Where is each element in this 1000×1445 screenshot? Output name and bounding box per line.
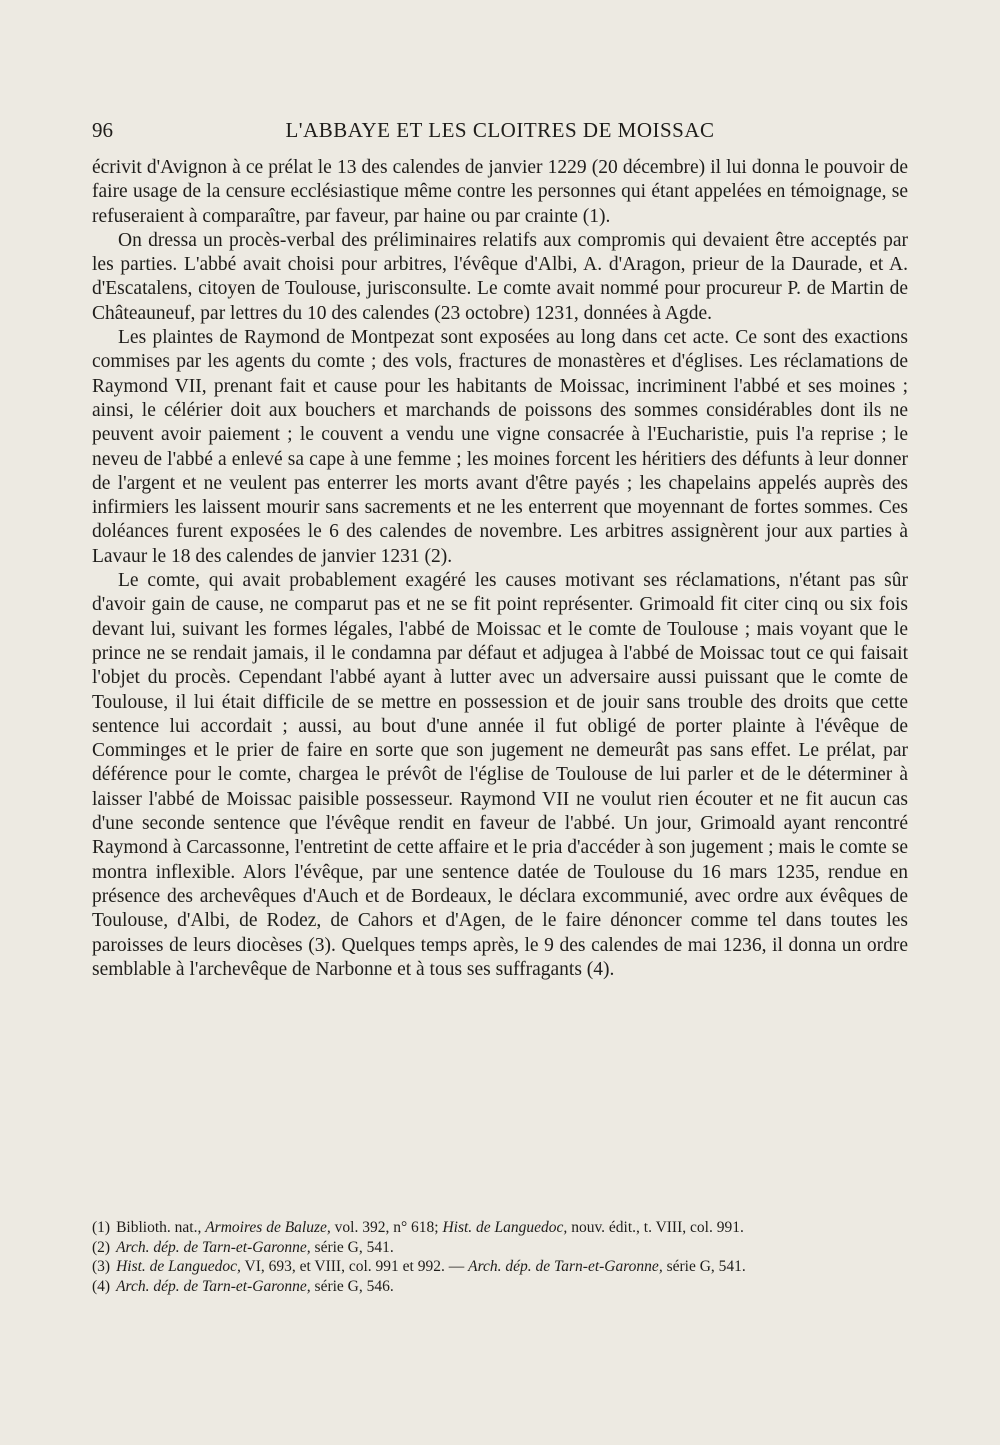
footnote-text-run: série G, 541.: [310, 1238, 394, 1256]
page-number: 96: [92, 118, 113, 142]
footnote-item: [92, 1257, 908, 1277]
paragraph-proces-verbal: On dressa un procès-verbal des préliminaires relatifs aux compromis qui devaient être acceptés par les parties. L'abbé avait choisi pour arbitres, l'évêque d'Albi, A. d'Aragon, prieur de la Daurade, et A. d'Escatalens, citoyen de Toulouse, jurisconsulte. Le comte avait nommé pour procureur P. de Martin de Châteauneuf, par lettres du 10 des calendes (23 octobre) 1231, données à Agde.: [92, 229, 908, 324]
body-text: [92, 156, 908, 982]
footnote-citation-title: Hist. de Languedoc,: [442, 1219, 568, 1236]
page-header: [92, 118, 908, 148]
footnote-text-run: VI, 693, et VIII, col. 991 et 992. —: [240, 1258, 469, 1275]
footnote-citation-title: Hist. de Languedoc,: [116, 1258, 241, 1275]
footnote-text-run: série G, 541.: [662, 1258, 746, 1275]
footnote-item: [92, 1277, 908, 1297]
footnote-text: [116, 1278, 394, 1295]
footnote-text-run: Biblioth. nat.,: [116, 1219, 206, 1236]
footnote-text: [116, 1239, 394, 1256]
footnote-text: [116, 1219, 744, 1236]
footnote-number: (3): [92, 1258, 111, 1275]
footnote-text-run: nouv. édit., t. VIII, col. 991.: [567, 1219, 744, 1236]
footnote-citation-title: Arch. dép. de Tarn-et-Garonne,: [116, 1238, 311, 1256]
footnotes: [92, 1218, 908, 1296]
footnote-text: [116, 1258, 746, 1275]
footnote-text-run: vol. 392, n° 618;: [330, 1219, 443, 1236]
footnote-number: (4): [92, 1277, 111, 1295]
footnote-item: [92, 1218, 908, 1238]
paragraph-continuation: écrivit d'Avignon à ce prélat le 13 des calendes de janvier 1229 (20 décembre) il lui donna le pouvoir de faire usage de la censure ecclésiastique même contre les personnes qui étant appelées en témoignage, se refuseraient à comparaître, par faveur, par haine ou par crainte (1).: [92, 157, 908, 227]
running-title: L'ABBAYE ET LES CLOITRES DE MOISSAC: [285, 118, 715, 142]
paragraph-comte: Le comte, qui avait probablement exagéré les causes motivant ses réclamations, n'étant pas sûr d'avoir gain de cause, ne comparut pas et ne se fit point représenter. Grimoald fit citer cinq ou six fois devant lui, suivant les formes légales, l'abbé de Moissac et le comte de Toulouse ; mais voyant que le prince ne se rendait jamais, il le condamna par défaut et adjugea à l'abbé de Moissac tout ce qui faisait l'objet du procès. Cependant l'abbé ayant à lutter avec un adversaire aussi puissant que le comte de Toulouse, il lui était difficile de se mettre en possession et de jouir sans trouble des droits que cette sentence lui accordait ; aussi, au bout d'une année il fut obligé de porter plainte à l'évêque de Comminges et le prier de faire en sorte que son jugement ne demeurât pas sans effet. Le prélat, par déférence pour le comte, chargea le prévôt de l'église de Toulouse de lui parler et de le déterminer à laisser l'abbé de Moissac paisible possesseur. Raymond VII ne voulut rien écouter et ne fit aucun cas d'une seconde sentence que l'évêque rendit en faveur de l'abbé. Un jour, Grimoald ayant rencontré Raymond à Carcassonne, l'entretint de cette affaire et le pria d'accéder à son jugement ; mais le comte se montra inflexible. Alors l'évêque, par une sentence datée de Toulouse du 16 mars 1235, rendue en présence des archevêques d'Auch et de Bordeaux, le déclara excommunié, avec ordre aux évêques de Toulouse, d'Albi, de Rodez, de Cahors et d'Agen, de le faire dénoncer comme tel dans toutes les paroisses de leurs diocèses (3). Quelques temps après, le 9 des calendes de mai 1236, il donna un ordre semblable à l'archevêque de Narbonne et à tous ses suffragants (4).: [92, 570, 908, 980]
footnote-number: (1): [92, 1219, 111, 1236]
footnote-item: [92, 1238, 908, 1258]
footnote-number: (2): [92, 1238, 111, 1256]
footnote-citation-title: Arch. dép. de Tarn-et-Garonne,: [116, 1277, 311, 1295]
paragraph-plaintes: Les plaintes de Raymond de Montpezat sont exposées au long dans cet acte. Ce sont des exactions commises par les agents du comte ; des vols, fractures de monastères et d'églises. Les réclamations de Raymond VII, prenant fait et cause pour les habitants de Moissac, incriminent l'abbé et ses moines ; ainsi, le célérier doit aux bouchers et marchands de poissons des sommes considérables dont ils ne peuvent avoir paiement ; le couvent a vendu une vigne consacrée à l'Eucharistie, puis l'a reprise ; le neveu de l'abbé a enlevé sa cape à une femme ; les moines forcent les héritiers des défunts à leur donner de l'argent et ne veulent pas enterrer les morts avant d'être payés ; les chapelains appelés auprès des infirmiers les laissent mourir sans sacrements et ne les enterrent que moyennant de fortes sommes. Ces doléances furent exposées le 6 des calendes de novembre. Les arbitres assignèrent jour aux parties à Lavaur le 18 des calendes de janvier 1231 (2).: [92, 327, 908, 567]
footnote-text-run: série G, 546.: [310, 1277, 394, 1295]
footnote-citation-title: Armoires de Baluze,: [205, 1219, 331, 1236]
footnote-citation-title: Arch. dép. de Tarn-et-Garonne,: [468, 1258, 663, 1275]
